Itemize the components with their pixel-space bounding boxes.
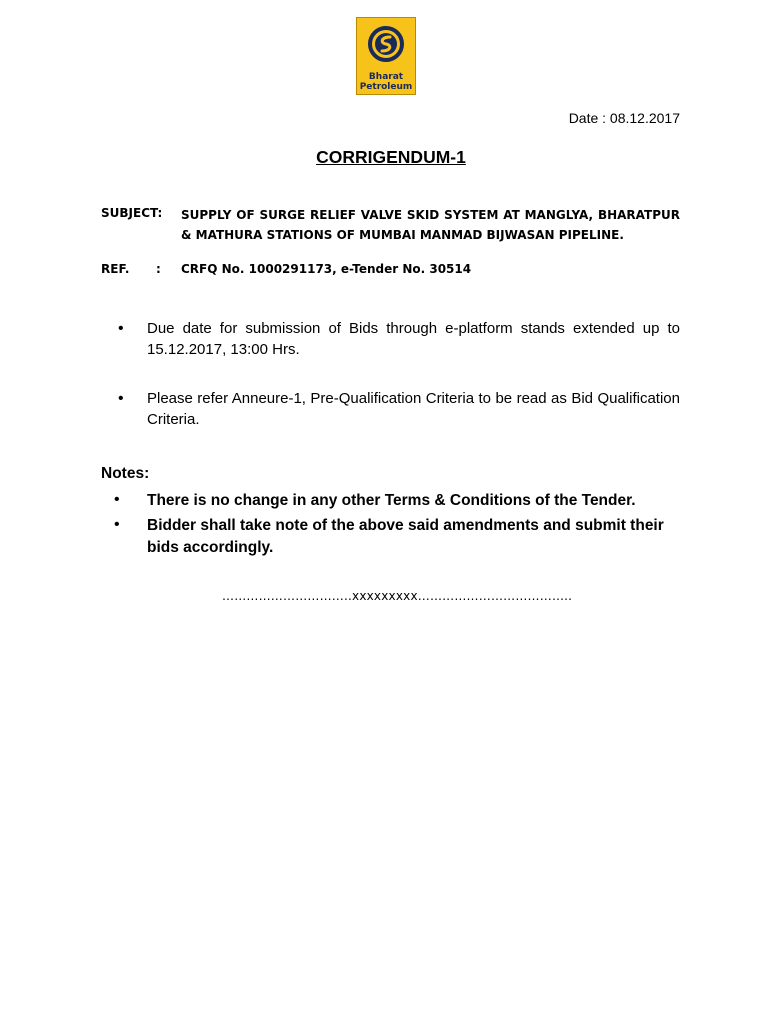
note-text-no-change: There is no change in any other Terms & Conditions of the Tender.	[147, 492, 636, 509]
note-bullet-marker: •	[114, 491, 120, 508]
bharat-petroleum-logo	[356, 17, 416, 95]
ref-label: REF.	[101, 262, 130, 276]
logo-text-line2: Petroleum	[359, 82, 413, 92]
note-text-bidder: Bidder shall take note of the above said amendments and submit their bids accordingly.	[147, 517, 664, 556]
logo-emblem-icon	[357, 18, 415, 74]
bullet-marker: •	[118, 390, 124, 407]
bullet-marker: •	[118, 320, 124, 337]
bullet-text-due-date: Due date for submission of Bids through e-platform stands extended up to 15.12.2017, 13:00 Hrs.	[147, 320, 680, 358]
note-bullet-marker: •	[114, 516, 120, 533]
subject-label: SUBJECT:	[101, 206, 163, 220]
document-title: CORRIGENDUM-1	[316, 147, 466, 167]
document-date: Date : 08.12.2017	[568, 110, 680, 126]
logo-text-line1: Bharat	[368, 72, 404, 82]
subject-text: SUPPLY OF SURGE RELIEF VALVE SKID SYSTEM AT MANGLYA, BHARATPUR & MATHURA STATIONS OF MUMBAI MANMAD BIJWASAN PIPELINE.	[181, 208, 680, 242]
notes-heading: Notes:	[101, 465, 150, 482]
ref-colon: :	[156, 262, 161, 276]
bullet-text-qualification: Please refer Anneure-1, Pre-Qualification Criteria to be read as Bid Qualification Criteria.	[147, 390, 680, 428]
closing-separator: …………………………..xxxxxxxxx………………………………..	[222, 589, 573, 603]
ref-text: CRFQ No. 1000291173, e-Tender No. 30514	[181, 262, 472, 276]
